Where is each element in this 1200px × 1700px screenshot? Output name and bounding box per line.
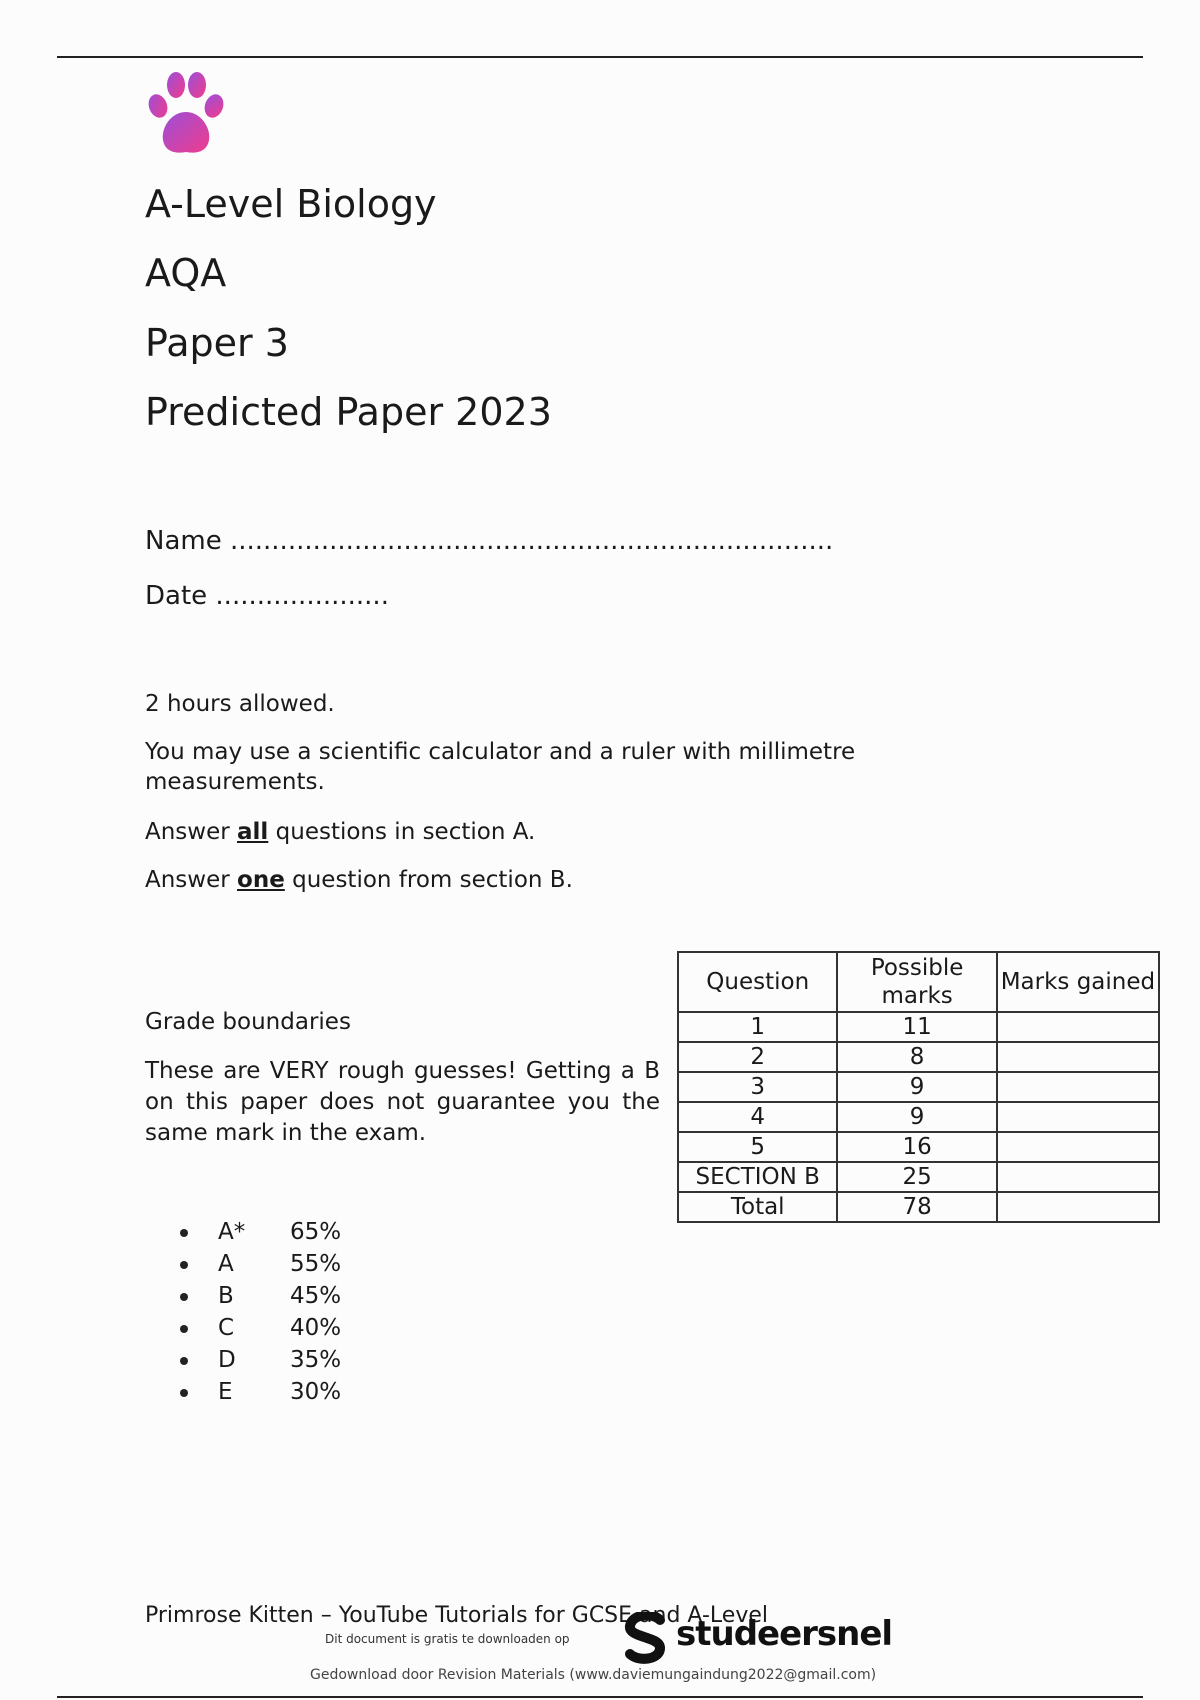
grade-percent: 30%: [290, 1379, 342, 1405]
bottom-rule: [57, 1696, 1143, 1698]
bullet-icon: [180, 1357, 188, 1365]
possible-marks-cell: 8: [837, 1042, 996, 1072]
grade-letter: A*: [218, 1219, 246, 1245]
marks-table: [677, 951, 1160, 1223]
section-b-emphasis: one: [237, 867, 285, 893]
grade-percent: 45%: [290, 1283, 342, 1309]
studeersnel-brand[interactable]: studeersnel: [676, 1614, 893, 1654]
section-a-emphasis: all: [237, 819, 269, 845]
possible-marks-cell: 9: [837, 1072, 996, 1102]
question-cell: 4: [678, 1102, 837, 1132]
calculator-instruction: You may use a scientific calculator and a ruler with millimetre measurements.: [145, 739, 856, 795]
question-cell: 2: [678, 1042, 837, 1072]
name-field: Name .........................................................................: [145, 526, 834, 556]
grade-percent: 40%: [290, 1315, 342, 1341]
time-allowed: 2 hours allowed.: [145, 691, 335, 717]
bullet-icon: [180, 1229, 188, 1237]
grade-percent: 55%: [290, 1251, 342, 1277]
header-marks-gained: Marks gained: [997, 952, 1159, 1012]
table-row: [678, 1072, 1159, 1102]
question-cell: SECTION B: [678, 1162, 837, 1192]
section-b-instruction: [145, 865, 925, 895]
question-cell: 1: [678, 1012, 837, 1042]
marks-gained-cell: [997, 1192, 1159, 1222]
table-row: [678, 1102, 1159, 1132]
section-a-post: questions in section A.: [268, 819, 536, 845]
bullet-icon: [180, 1261, 188, 1269]
table-row: [678, 1042, 1159, 1072]
table-header-row: [678, 952, 1159, 1012]
table-row: [678, 1162, 1159, 1192]
grade-percent: 65%: [290, 1219, 342, 1245]
section-a-pre: Answer: [145, 819, 238, 845]
marks-gained-cell: [997, 1162, 1159, 1192]
possible-marks-cell: 25: [837, 1162, 996, 1192]
studeersnel-logo-icon: [622, 1612, 670, 1664]
subject-title: A-Level Biology: [145, 182, 437, 226]
possible-marks-cell: 9: [837, 1102, 996, 1132]
section-a-instruction: [145, 817, 925, 847]
grade-boundaries-note: These are VERY rough guesses! Getting a B on this paper does not guarantee you the same mark in the exam.: [145, 1058, 660, 1146]
header-possible-marks: Possible marks: [837, 952, 996, 1012]
grade-letter: D: [218, 1347, 236, 1373]
paper-subtitle: Predicted Paper 2023: [145, 390, 552, 434]
question-cell: Total: [678, 1192, 837, 1222]
table-row: [678, 1012, 1159, 1042]
marks-gained-cell: [997, 1012, 1159, 1042]
bullet-icon: [180, 1325, 188, 1333]
paper-number: Paper 3: [145, 321, 289, 365]
question-cell: 5: [678, 1132, 837, 1162]
footer-credit: Primrose Kitten – YouTube Tutorials for GCSE and A-Level: [145, 1603, 768, 1628]
top-rule: [57, 56, 1143, 58]
grade-boundaries-title: Grade boundaries: [145, 1009, 351, 1035]
grade-letter: A: [218, 1251, 234, 1277]
section-b-post: question from section B.: [284, 867, 573, 893]
bullet-icon: [180, 1389, 188, 1397]
section-b-pre: Answer: [145, 867, 238, 893]
question-cell: 3: [678, 1072, 837, 1102]
marks-gained-cell: [997, 1102, 1159, 1132]
download-note: Dit document is gratis te downloaden op: [325, 1632, 570, 1646]
marks-gained-cell: [997, 1072, 1159, 1102]
grade-letter: B: [218, 1283, 234, 1309]
possible-marks-cell: 11: [837, 1012, 996, 1042]
table-row: [678, 1132, 1159, 1162]
marks-gained-cell: [997, 1042, 1159, 1072]
marks-gained-cell: [997, 1132, 1159, 1162]
possible-marks-cell: 78: [837, 1192, 996, 1222]
possible-marks-cell: 16: [837, 1132, 996, 1162]
paw-print-icon: [146, 70, 226, 156]
date-field: Date .....................: [145, 581, 389, 611]
table-row-total: [678, 1192, 1159, 1222]
header-question: Question: [678, 952, 837, 1012]
grade-letter: C: [218, 1315, 235, 1341]
exam-board: AQA: [145, 251, 227, 295]
bullet-icon: [180, 1293, 188, 1301]
grade-percent: 35%: [290, 1347, 342, 1373]
grade-letter: E: [218, 1379, 233, 1405]
downloaded-by-note: Gedownload door Revision Materials (www.daviemungaindung2022@gmail.com): [310, 1667, 877, 1683]
